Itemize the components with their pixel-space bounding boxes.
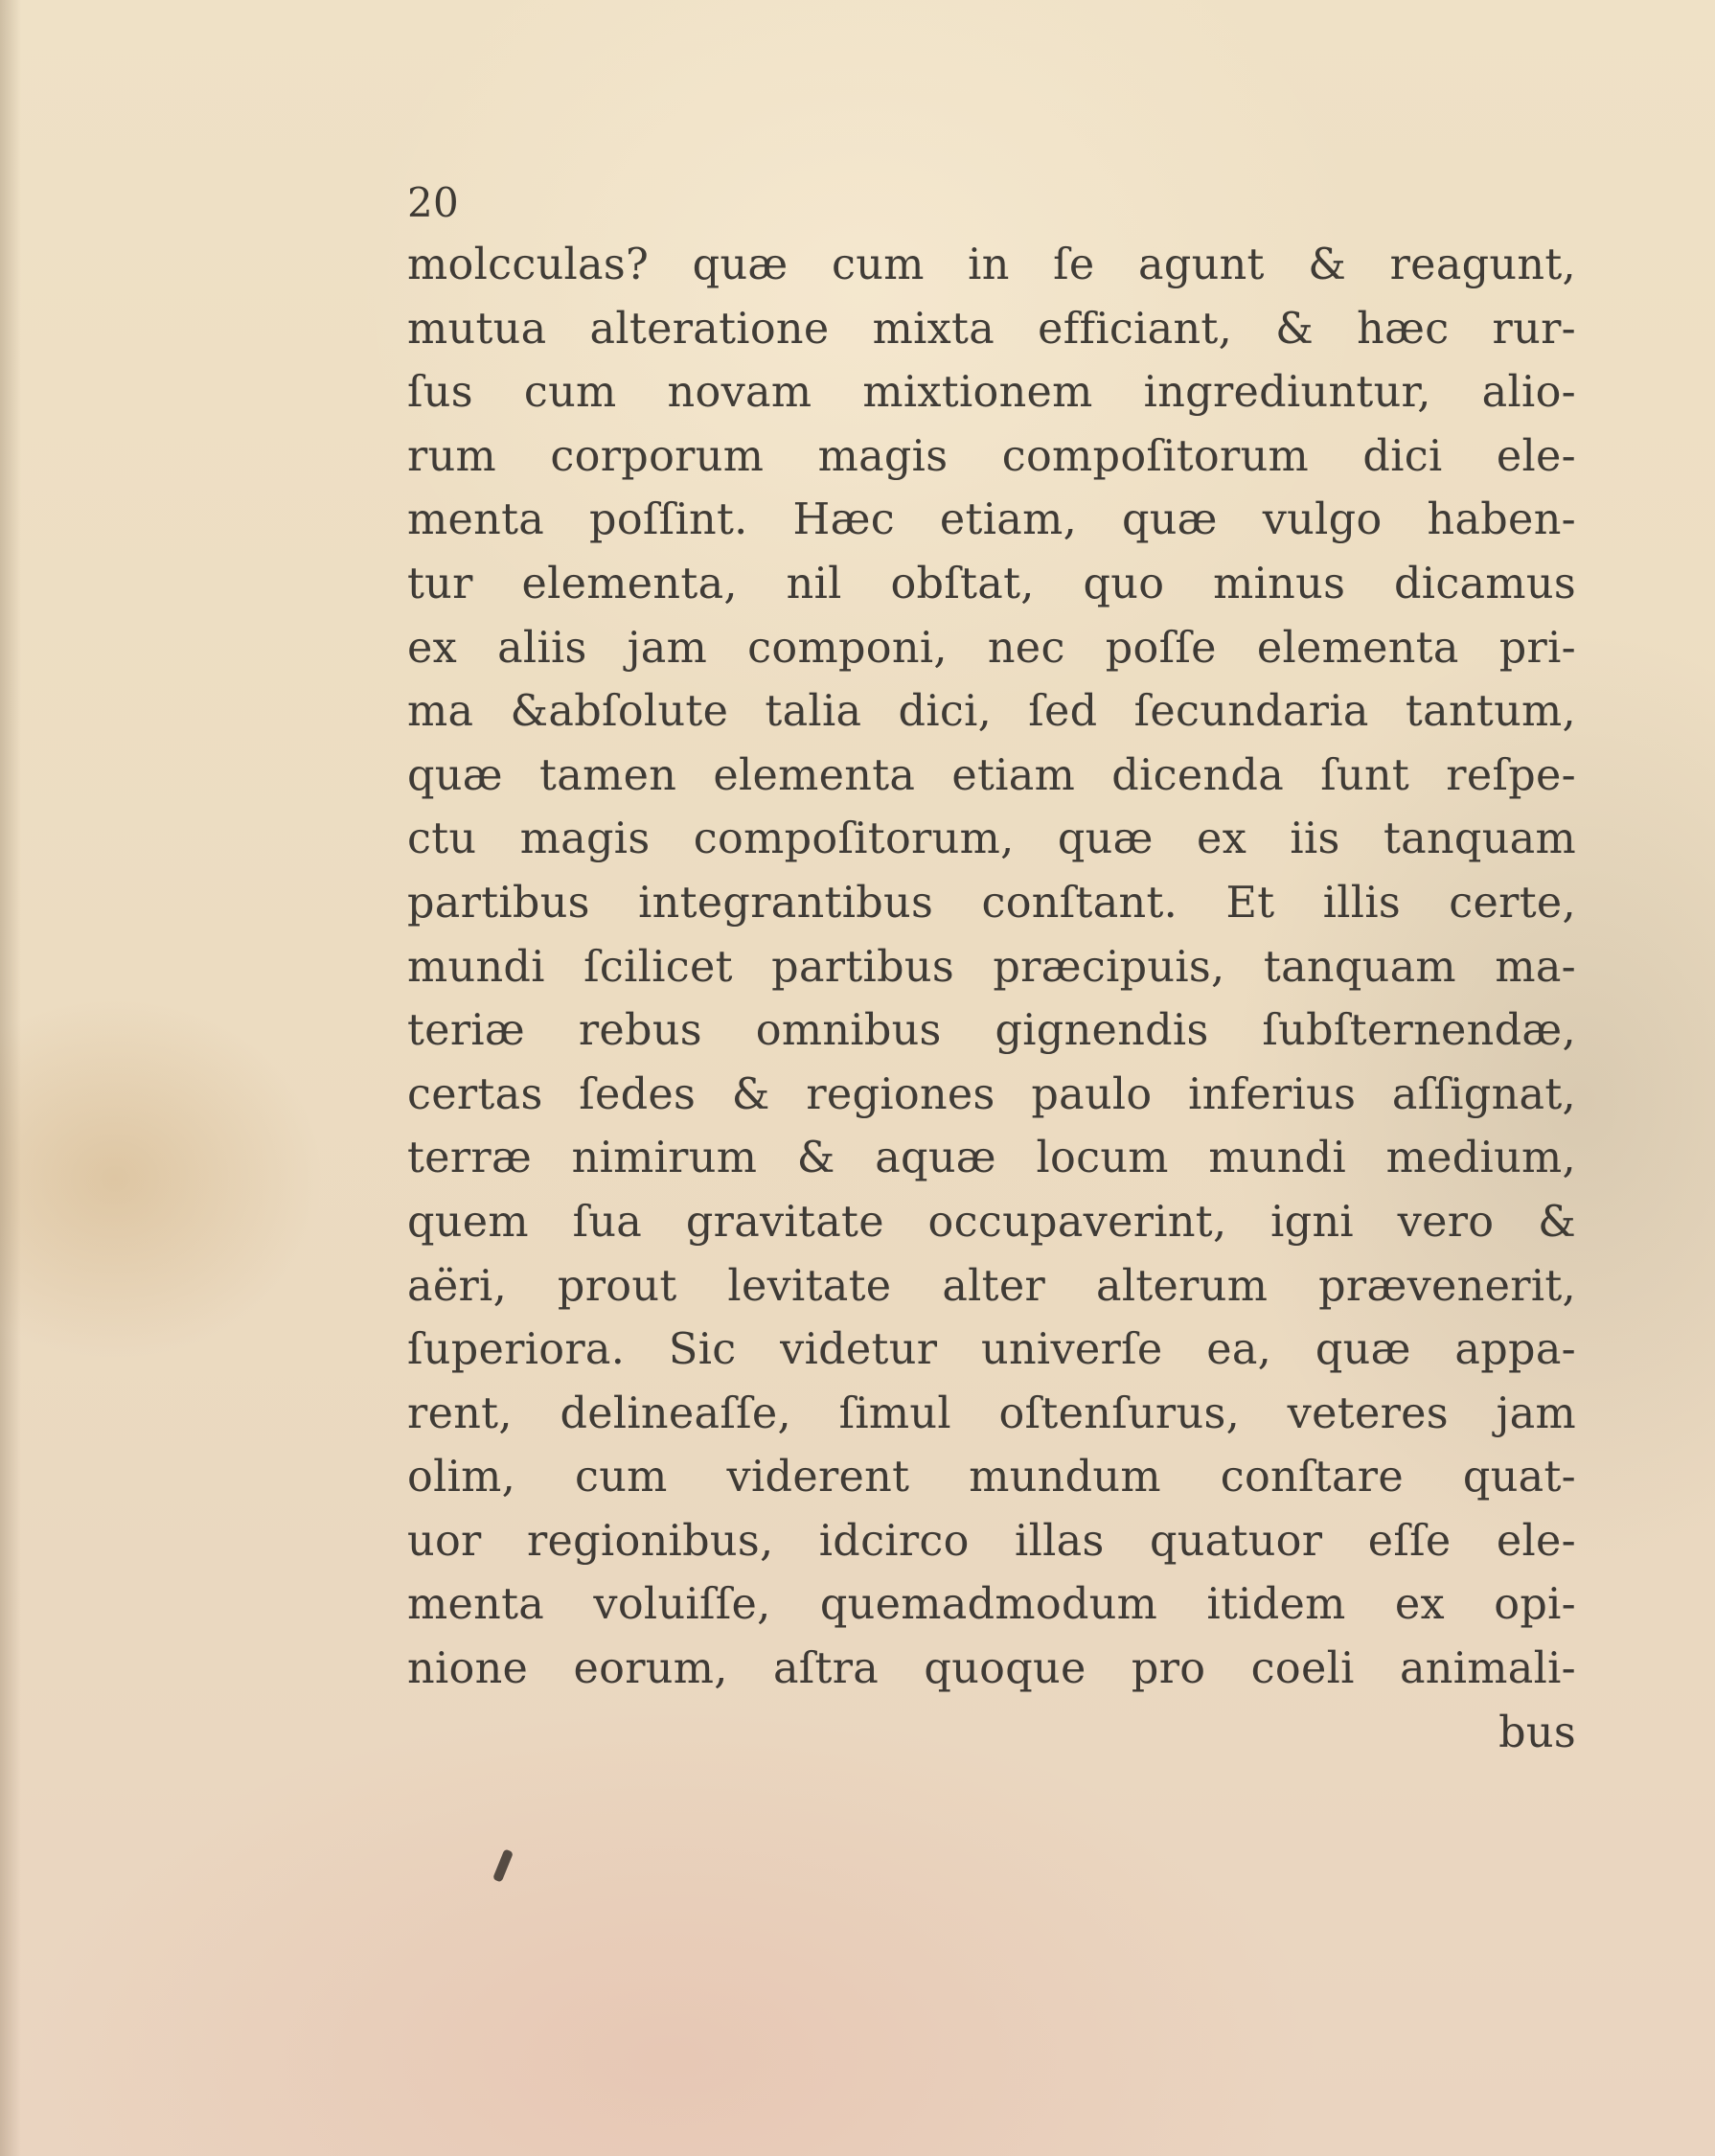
body-text (407, 234, 1576, 1765)
text-line: ſuperiora. Sic videtur univerſe ea, quæ appa- (407, 1325, 1576, 1375)
text-line: molcculas? quæ cum in ſe agunt & reagunt, (407, 241, 1576, 289)
text-line: olim, cum viderent mundum conſtare quat- (407, 1453, 1576, 1502)
text-line: uor regionibus, idcirco illas quatuor eſſe ele- (407, 1516, 1576, 1566)
text-line: menta poſſint. Hæc etiam, quæ vulgo haben- (407, 495, 1576, 545)
text-line: nione eorum, aſtra quoque pro coeli animali- (407, 1644, 1576, 1694)
text-line: ma &abſolute talia dici, ſed ſecundaria tantum, (407, 687, 1576, 737)
ink-mark (492, 1848, 514, 1882)
text-line: mutua alteratione mixta efficiant, & hæc rur- (407, 304, 1576, 354)
catchword: bus (1498, 1708, 1576, 1757)
text-line: rent, delineaſſe, ſimul oſtenſurus, veteres jam (407, 1388, 1576, 1438)
text-line: quem ſua gravitate occupaverint, igni vero & (407, 1197, 1576, 1247)
text-line: ctu magis compoſitorum, quæ ex iis tanquam (407, 814, 1576, 864)
text-line: teriæ rebus omnibus gignendis ſubſternendæ, (407, 1006, 1576, 1056)
text-line: quæ tamen elementa etiam dicenda ſunt reſpe- (407, 750, 1576, 800)
text-line: ex aliis jam componi, nec poſſe elementa pri- (407, 623, 1576, 673)
page-text-block (407, 174, 1576, 1765)
page-left-edge-shadow (0, 0, 21, 2156)
text-line: rum corporum magis compoſitorum dici ele- (407, 431, 1576, 481)
text-line: tur elementa, nil obſtat, quo minus dicamus (407, 559, 1576, 608)
text-line: menta voluiſſe, quemadmodum itidem ex opi- (407, 1580, 1576, 1630)
page-number: 20 (407, 179, 460, 226)
text-line: mundi ſcilicet partibus præcipuis, tanquam ma- (407, 942, 1576, 992)
text-line: partibus integrantibus conſtant. Et illis certe, (407, 878, 1576, 928)
text-line: ſus cum novam mixtionem ingrediuntur, alio- (407, 368, 1576, 418)
text-line: terræ nimirum & aquæ locum mundi medium, (407, 1134, 1576, 1183)
text-line: aëri, prout levitate alter alterum prævenerit, (407, 1261, 1576, 1311)
text-line: certas ſedes & regiones paulo inferius aſſignat, (407, 1069, 1576, 1119)
